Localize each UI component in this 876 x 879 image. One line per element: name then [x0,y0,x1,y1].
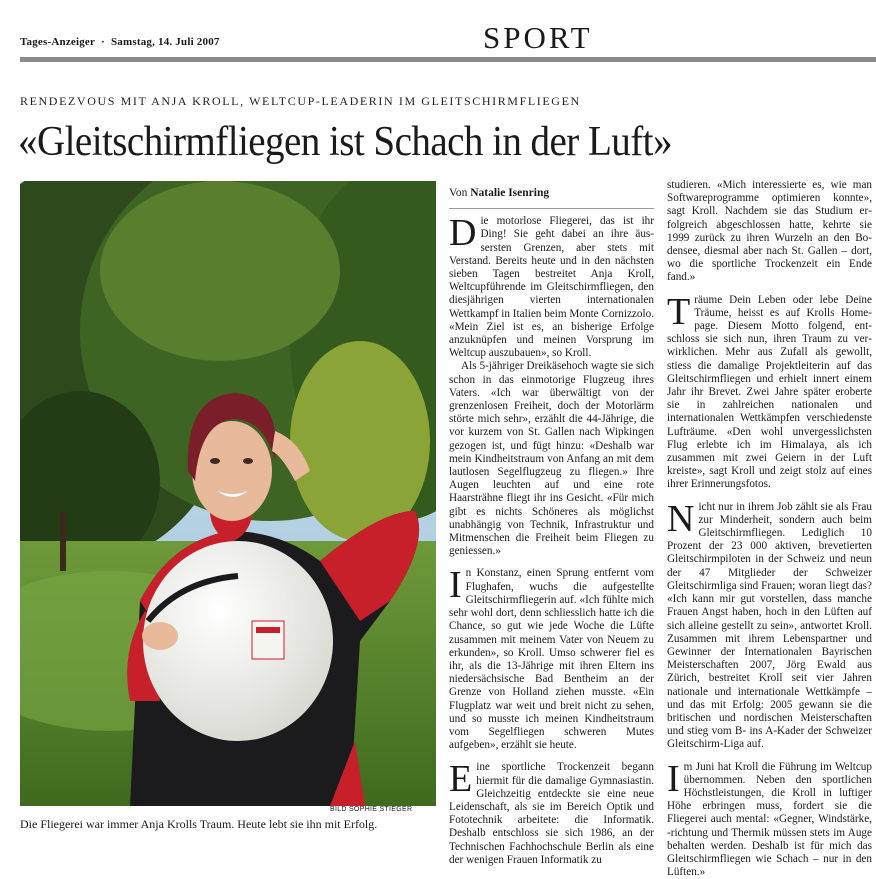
masthead-dateline [20,36,220,48]
issue-date: Samstag, 14. Juli 2007 [110,36,220,48]
drop-cap: I [449,564,462,607]
column-rule [449,208,654,209]
drop-cap: T [667,290,691,333]
paragraph: Als 5-jähriger Dreikäsehoch wagte sie sich schon in das einmotorige Flugzeug ihres Vaters. «Ich war überwältigt von der grenzenlosen Freiheit, doch der Motorlärm störte mich sehr», erzählt die 44-Jährige, die vor kurzem von St. Gallen nach Wipkingen gezogen ist, und fügt hinzu: «Deshalb war mein Kindheitstraum von Anfang an mit dem lautlosen Segelflugzeug zu fliegen.» Ihre Augen leuchten auf und eine rote Haarsträhne fliegt ihr ins Gesicht. «Für mich gibt es nichts Schöneres als möglichst unabhängig von Technik, Infrastruktur und Mitmenschen die Freiheit beim Fliegen zu geniessen.» [449,360,654,558]
byline [449,187,654,200]
drop-cap: N [667,497,695,540]
paragraph: Nicht nur in ihrem Job zählt sie als Frau zur Minderheit, sondern auch beim Gleitschirmfliegen. Lediglich 10 Prozent der 23 000 aktiven, brevetierten Gleitschirmpiloten in der Schweiz und neun der 47 Mitglieder der Schweizer Gleitschirmliga sind Frauen; woran liegt das? «Ich kann mir gut vorstellen, dass manche Frauen Angst haben, hoch in den Lüften auf sich alleine gestellt zu sein», antwortet Kroll. Zusammen mit ihrem Lebenspartner und Gewinner der Internationalen Bayrischen Meisterschaften 2007, Jörg Ewald aus Zürich, bestreitet Kroll seit vier Jahren nationale und internationale Wettkämpfe – und das mit Erfolg: 2005 gewann sie die britischen und nordischen Meisterschaften und stieg vom B- ins A-Kader der Schweizer Gleitschirm-Liga auf. [667,497,872,751]
photo-caption: Die Fliegerei war immer Anja Krolls Traum. Heute lebt sie ihn mit Erfolg. [20,817,378,831]
article-kicker: RENDEZVOUS MIT ANJA KROLL, WELTCUP-LEADERIN IM GLEITSCHIRMFLIEGEN [20,94,581,108]
paragraph: Die motorlose Fliegerei, das ist ihr Ding! Sie geht dabei an ihre äussersten Grenzen, aber stets mit Verstand. Bereits heute und in den nächsten sieben Tagen bestreitet Anja Kroll, Weltcupführende im Gleitschirmfliegen, den diesjährigen vierten internationalen Wettkampf in Italien beim Monte Cornizzolo. «Mein Ziel ist es, an bisherige Erfolge anzuknüpfen und meinen Vorsprung im Weltcup auszubauen», so Kroll. [449,212,654,360]
paragraph: Träume Dein Leben oder lebe Deine Träume, heisst es auf Krolls Homepage. Diesem Motto folgend, entschloss sie sich nun, ihren Traum zu verwirklichen. Mehr aus Zufall als gewollt, stiess die damalige Projektleiterin auf das Gleitschirmfliegen und erhielt innert einem Jahr ihr Brevet. Zwei Jahre später eroberte sie in zahlreichen nationalen und internationalen Wettkämpfen verschiedenste Lufträume. «Den wohl unvergesslichsten Flug erlebte ich im Himalaya, als ich zusammen mit zwei Geiern in der Luft kreiste», sagt Kroll und zeigt stolz auf eines ihrer Erinnerungsfotos. [667,290,872,491]
paragraph: Im Juni hat Kroll die Führung im Weltcup übernommen. Neben den sportlichen Höchstleistungen, die Kroll in luftiger Höhe erbringen muss, fordert sie die Fliegerei auch mental: «Gegner, Windstärke, -richtung und Thermik müssen stets im Auge behalten werden. Deshalb ist für mich das Gleitschirmfliegen wie Schach – nur in den Lüften.» [667,757,872,879]
paragraph: In Konstanz, einen Sprung entfernt vom Flughafen, wuchs die aufgestellte Gleitschirmfliegerin auf. «Ich fühlte mich sehr wohl dort, denn schliesslich hatte ich die Chance, so gut wie jede Woche die Lüfte zusammen mit meinem Vater von Neuem zu erkunden», so Kroll. Umso schwerer fiel es ihr, als die 13-Jährige mit ihren Eltern ins niedersächsische Bad Bentheim an der Grenze von Holland ziehen musste. «Ein Flugplatz war weit und breit nicht zu sehen, und so musste ich meinen Kindheitstraum vom Segelfliegen schweren Mutes aufgeben», erzählt sie heute. [449,564,654,752]
article-column-2 [667,179,872,879]
byline-author: Natalie Isenring [470,187,550,199]
article-column-1 [449,187,654,867]
drop-cap: I [667,757,680,800]
photo-credit: BILD SOPHIE STIEGER [330,806,413,813]
paragraph: Eine sportliche Trockenzeit begann hiermit für die damalige Gymnasiastin. Gleichzeitig entdeckte sie eine neue Leidenschaft, als sie im Bereich Optik und Fototechnik arbeitete: die Informatik. Deshalb entschloss sie sich 1986, an der Technischen Fachhochschule Berlin als eine der wenigen Frauen Informatik zu [449,758,654,866]
drop-cap: D [449,212,477,255]
drop-cap: E [449,758,473,801]
portrait-illustration [20,181,436,806]
masthead-rule [20,57,876,62]
paragraph: studieren. «Mich interessierte es, wie man Softwareprogramme optimieren konnte», sagt Kroll. Nachdem sie das Studium erfolgreich abgeschlossen hatte, kehrte sie 1999 zurück zu ihren Wurzeln an den Bodensee, diesmal aber nach St. Gallen – dort, wo die sportliche Trockenzeit ein Ende fand.» [667,179,872,284]
byline-prefix: Von [449,187,471,199]
article-photo [20,181,436,806]
dateline-separator: · [101,36,105,48]
newspaper-name: Tages-Anzeiger [20,36,96,48]
section-title: SPORT [483,20,593,55]
article-headline: «Gleitschirmfliegen ist Schach in der Luft» [18,119,672,165]
